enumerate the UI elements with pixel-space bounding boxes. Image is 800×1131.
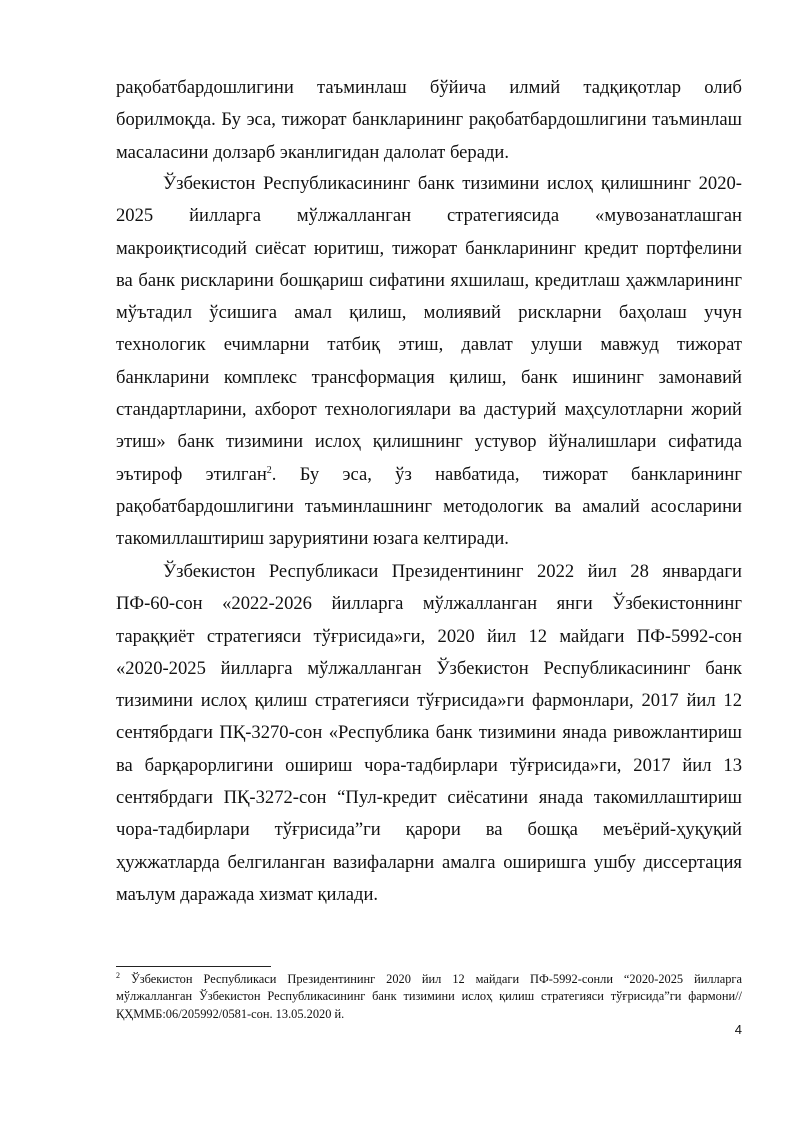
footnote [116, 971, 742, 1023]
paragraph-1-text: рақобатбардошлигини таъминлаш бўйича илмий тадқиқотлар олиб борилмоқда. Бу эса, тижорат банкларининг рақобатбардошлигини таъминлаш масаласини долзарб эканлигидан далолат беради. [116, 77, 742, 163]
paragraph-3-text: Ўзбекистон Республикаси Президентининг 2022 йил 28 январдаги ПФ-60-сон «2022-2026 йилларга мўлжалланган янги Ўзбекистоннинг тараққиёт стратегияси тўғрисида»ги, 2020 йил 12 майдаги ПФ-5992-сон «2020-2025 йилларга мўлжалланган Ўзбекистон Республикасининг банк тизимини ислоҳ қилиш стратегияси тўғрисида»ги фармонлари, 2017 йил 12 сентябрдаги ПҚ-3270-сон «Республика банк тизимини янада ривожлантириш ва барқарорлигини ошириш чора-тадбирлари тўғрисида»ги, 2017 йил 13 сентябрдаги ПҚ-3272-сон “Пул-кредит сиёсатини янада такомиллаштириш чора-тадбирлари тўғрисида”ги қарори ва бошқа меъёрий-ҳуқуқий ҳужжатларда белгиланган вазифаларни амалга оширишга ушбу диссертация маълум даражада хизмат қилади. [116, 561, 742, 905]
body-paragraph-2 [116, 168, 742, 556]
paragraph-2-main-text: Ўзбекистон Республикасининг банк тизимини ислоҳ қилишнинг 2020-2025 йилларга мўлжалланган стратегиясида «мувозанатлашган макроиқтисодий сиёсат юритиш, тижорат банкларининг кредит портфелини ва банк рискларини бошқариш сифатини яхшилаш, кредитлаш ҳажмларининг мўътадил ўсишига амал қилиш, молиявий рискларни баҳолаш учун технологик ечимларни татбиқ этиш, давлат улуши мавжуд тижорат банкларини комплекс трансформация қилиш, банк ишининг замонавий стандартларини, ахборот технологиялари ва дастурий маҳсулотларни жорий этиш» банк тизимини ислоҳ қилишнинг устувор йўналишлари сифатида эътироф этилган [116, 173, 742, 485]
footnote-separator [116, 966, 271, 967]
footnote-text: Ўзбекистон Республикаси Президентининг 2020 йил 12 майдаги ПФ-5992-сонли “2020-2025 йилларга мўлжалланган Ўзбекистон Республикасининг банк тизимини ислоҳ қилиш стратегияси тўғрисида”ги фармони//ҚҲММБ:06/205992/0581-сон. 13.05.2020 й. [116, 972, 742, 1021]
footnote-number: 2 [116, 970, 120, 980]
page-number: 4 [734, 1022, 742, 1037]
body-paragraph-1 [116, 72, 742, 169]
footnote-reference[interactable]: 2 [266, 464, 272, 476]
paragraph-2-tail-text: . Бу эса, ўз навбатида, тижорат банкларининг рақобатбардошлигини таъминлашнинг методологик ва амалий асосларини такомиллаштириш заруриятини юзага келтиради. [116, 463, 742, 550]
paragraph-2-text [116, 168, 742, 556]
body-paragraph-3 [116, 556, 742, 911]
